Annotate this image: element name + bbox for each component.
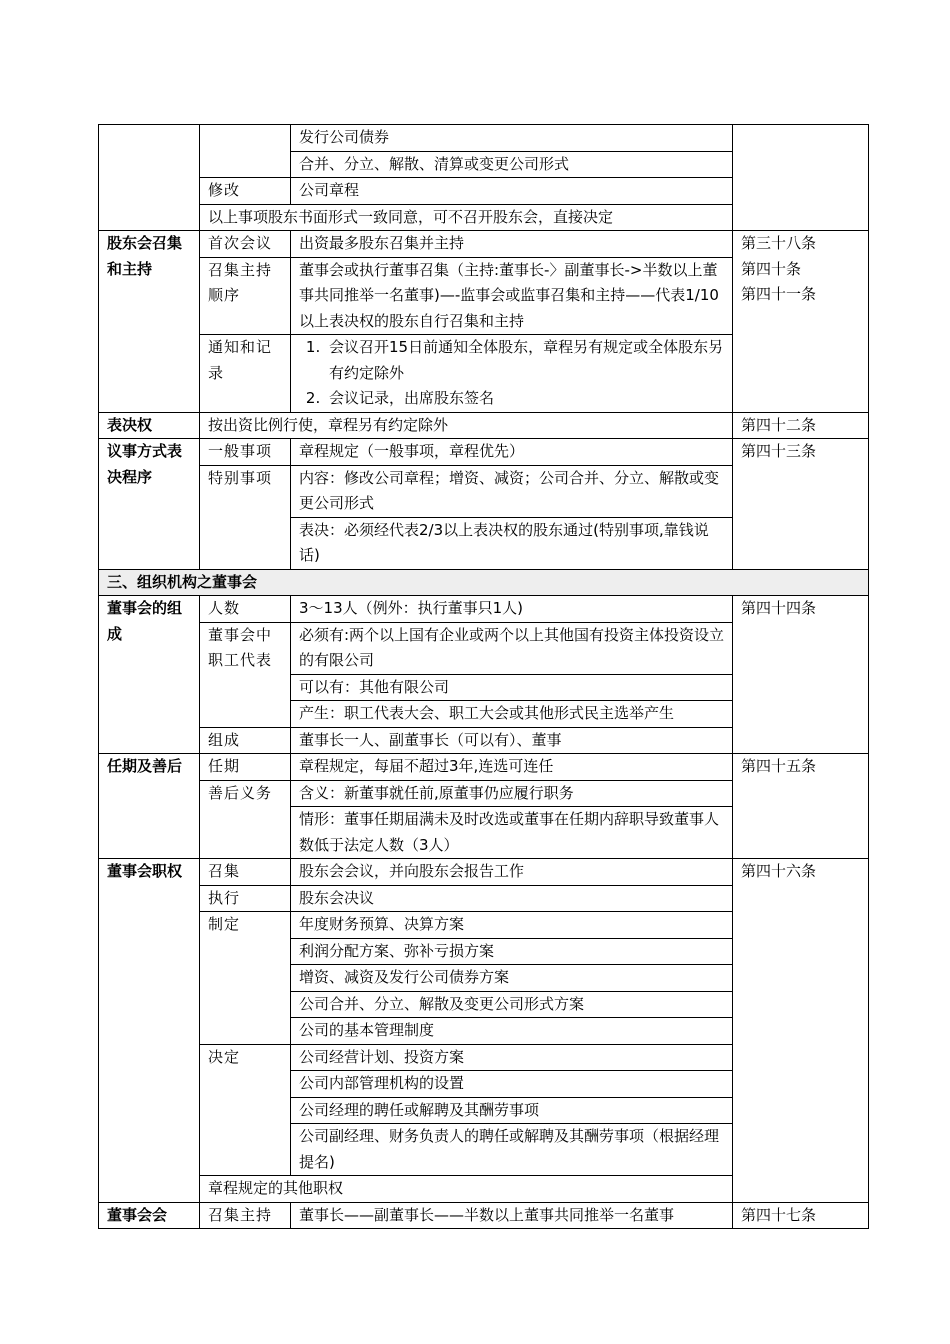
category-cell: 议事方式表决程序 bbox=[99, 439, 200, 570]
category-cell: 表决权 bbox=[99, 412, 200, 439]
table-row bbox=[99, 596, 869, 623]
table-row bbox=[99, 859, 869, 886]
sub-cell: 人数 bbox=[200, 596, 291, 623]
sub-cell: 通知和记录 bbox=[200, 335, 291, 413]
item-cell: 章程规定（一般事项，章程优先） bbox=[291, 439, 733, 466]
item-cell: 股东会会议，并向股东会报告工作 bbox=[291, 859, 733, 886]
item-cell: 可以有：其他有限公司 bbox=[291, 674, 733, 701]
item-cell: 增资、减资及发行公司债券方案 bbox=[291, 965, 733, 992]
sub-cell: 制定 bbox=[200, 912, 291, 1045]
item-cell: 年度财务预算、决算方案 bbox=[291, 912, 733, 939]
sub-cell: 决定 bbox=[200, 1044, 291, 1176]
item-cell: 含义：新董事就任前,原董事仍应履行职务 bbox=[291, 780, 733, 807]
item-cell: 3～13人（例外：执行董事只1人) bbox=[291, 596, 733, 623]
category-cell: 任期及善后 bbox=[99, 754, 200, 859]
category-cell bbox=[99, 125, 200, 231]
item-cell: 董事会或执行董事召集（主持:董事长-〉副董事长->半数以上董事共同推举一名董事)—-监事会或监事召集和主持——代表1/10以上表决权的股东自行召集和主持 bbox=[291, 257, 733, 335]
sub-cell: 执行 bbox=[200, 885, 291, 912]
article-cell: 第四十六条 bbox=[733, 859, 869, 1203]
regulation-table bbox=[98, 124, 869, 1229]
article-cell: 第四十五条 bbox=[733, 754, 869, 859]
article-cell: 第四十三条 bbox=[733, 439, 869, 570]
table-row bbox=[99, 125, 869, 152]
numbered-list bbox=[299, 335, 726, 412]
sub-cell: 一般事项 bbox=[200, 439, 291, 466]
sub-cell: 特别事项 bbox=[200, 465, 291, 569]
item-cell: 公司内部管理机构的设置 bbox=[291, 1071, 733, 1098]
item-cell: 董事长一人、副董事长（可以有）、董事 bbox=[291, 727, 733, 754]
sub-cell: 任期 bbox=[200, 754, 291, 781]
sub-cell: 首次会议 bbox=[200, 231, 291, 258]
sub-cell: 召集主持 bbox=[200, 1202, 291, 1229]
note-cell: 以上事项股东书面形式一致同意，可不召开股东会，直接决定 bbox=[200, 204, 733, 231]
item-cell: 公司合并、分立、解散及变更公司形式方案 bbox=[291, 991, 733, 1018]
article-cell: 第四十二条 bbox=[733, 412, 869, 439]
table-row bbox=[99, 412, 869, 439]
category-cell: 股东会召集和主持 bbox=[99, 231, 200, 413]
sub-cell: 董事会中职工代表 bbox=[200, 622, 291, 727]
article-cell: 第四十七条 bbox=[733, 1202, 869, 1229]
table-row bbox=[99, 439, 869, 466]
sub-cell: 召集 bbox=[200, 859, 291, 886]
sub-cell: 修改 bbox=[200, 178, 291, 205]
article-ref: 第三十八条 bbox=[741, 234, 817, 252]
item-cell: 公司经理的聘任或解聘及其酬劳事项 bbox=[291, 1097, 733, 1124]
table-row bbox=[99, 1202, 869, 1229]
sub-cell: 善后义务 bbox=[200, 780, 291, 859]
item-cell: 董事长——副董事长——半数以上董事共同推举一名董事 bbox=[291, 1202, 733, 1229]
item-cell: 章程规定，每届不超过3年,连选可连任 bbox=[291, 754, 733, 781]
sub-cell bbox=[200, 125, 291, 178]
item-cell: 股东会决议 bbox=[291, 885, 733, 912]
section-title: 三、组织机构之董事会 bbox=[99, 569, 869, 596]
item-cell: 发行公司债券 bbox=[291, 125, 733, 152]
table-row bbox=[99, 231, 869, 258]
table-row bbox=[99, 754, 869, 781]
item-cell: 利润分配方案、弥补亏损方案 bbox=[291, 938, 733, 965]
article-cell: 第四十四条 bbox=[733, 596, 869, 754]
article-ref: 第四十条 bbox=[741, 259, 802, 278]
item-cell: 公司经营计划、投资方案 bbox=[291, 1044, 733, 1071]
item-cell: 内容：修改公司章程；增资、减资；公司合并、分立、解散或变更公司形式 bbox=[291, 465, 733, 517]
item-cell: 产生：职工代表大会、职工大会或其他形式民主选举产生 bbox=[291, 701, 733, 728]
note-cell: 章程规定的其他职权 bbox=[200, 1176, 733, 1203]
category-cell: 董事会的组成 bbox=[99, 596, 200, 754]
item-cell: 必须有:两个以上国有企业或两个以上其他国有投资主体投资设立的有限公司 bbox=[291, 622, 733, 674]
item-cell: 表决：必须经代表2/3以上表决权的股东通过(特别事项,靠钱说话) bbox=[291, 517, 733, 569]
sub-cell: 组成 bbox=[200, 727, 291, 754]
item-cell: 合并、分立、解散、清算或变更公司形式 bbox=[291, 151, 733, 178]
item-cell: 情形：董事任期届满未及时改选或董事在任期内辞职导致董事人数低于法定人数（3人） bbox=[291, 807, 733, 859]
list-item: 1. 会议召开15日前通知全体股东，章程另有规定或全体股东另有约定除外 bbox=[325, 335, 726, 386]
article-cell bbox=[733, 125, 869, 231]
article-cell bbox=[733, 231, 869, 413]
item-cell: 出资最多股东召集并主持 bbox=[291, 231, 733, 258]
category-cell: 董事会职权 bbox=[99, 859, 200, 1203]
item-cell bbox=[291, 335, 733, 413]
item-cell: 公司的基本管理制度 bbox=[291, 1018, 733, 1045]
sub-cell: 召集主持顺序 bbox=[200, 257, 291, 335]
item-cell: 公司副经理、财务负责人的聘任或解聘及其酬劳事项（根据经理提名) bbox=[291, 1124, 733, 1176]
category-cell: 董事会会 bbox=[99, 1202, 200, 1229]
section-header-row bbox=[99, 569, 869, 596]
article-ref: 第四十一条 bbox=[741, 285, 817, 303]
item-cell: 公司章程 bbox=[291, 178, 733, 205]
item-cell: 按出资比例行使，章程另有约定除外 bbox=[200, 412, 733, 439]
list-item: 2. 会议记录，出席股东签名 bbox=[325, 386, 726, 412]
